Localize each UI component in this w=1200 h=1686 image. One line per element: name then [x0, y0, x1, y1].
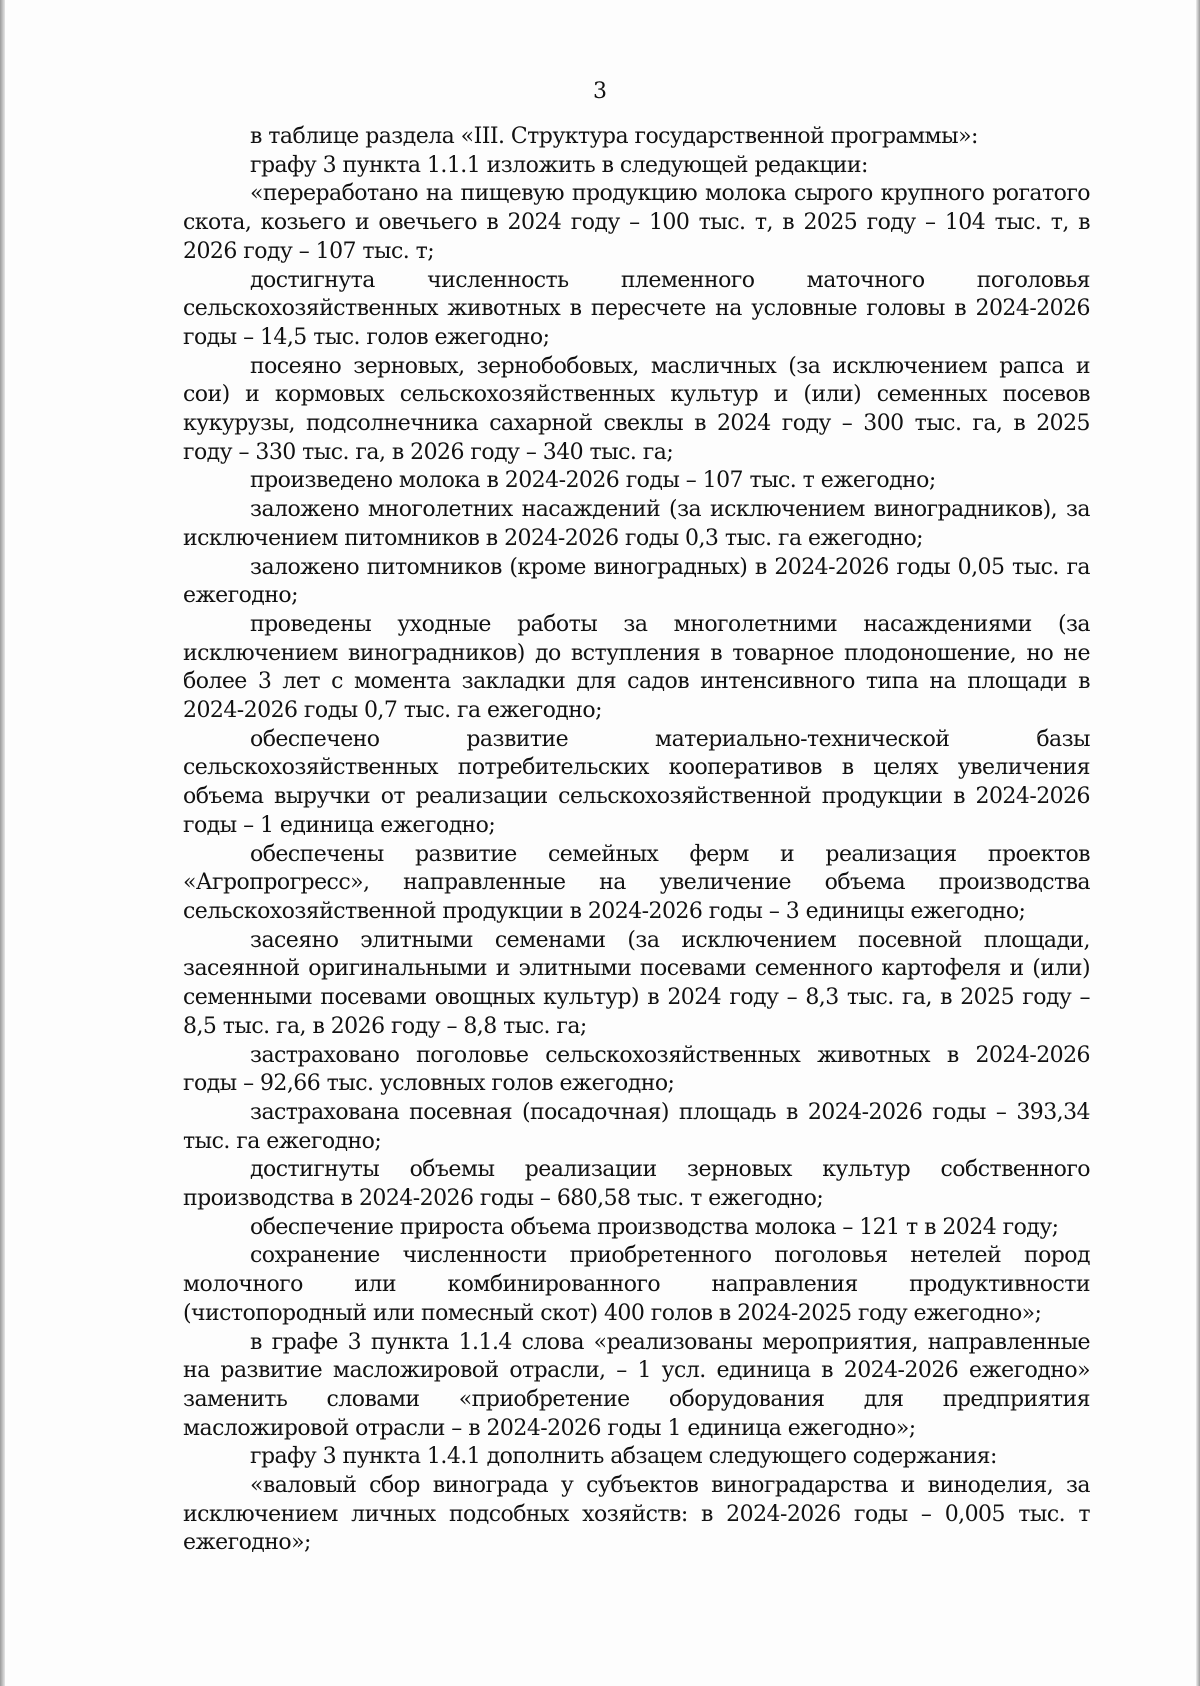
- paragraph-maintenance-work: проведены уходные работы за многолетними насаждениями (за исключением виноградников) до вступления в товарное плодоношение, но не более 3 лет с момента закладки для садов интенсивного типа на площади в 2024-2026 годы 0,7 тыс. га ежегодно;: [183, 611, 1090, 724]
- paragraph-item-1-4-1-intro: графу 3 пункта 1.4.1 дополнить абзацем следующего содержания:: [250, 1444, 997, 1470]
- paragraph-grain-sales: достигнуты объемы реализации зерновых культур собственного производства в 2024-2026 годы – 680,58 тыс. т ежегодно;: [183, 1157, 1090, 1212]
- paragraph-insured-livestock: застраховано поголовье сельскохозяйственных животных в 2024-2026 годы – 92,66 тыс. условных голов ежегодно;: [183, 1042, 1090, 1097]
- paragraph-item-1-1-4: в графе 3 пункта 1.1.4 слова «реализованы мероприятия, направленные на развитие масложировой отрасли, – 1 усл. единица в 2024-2026 ежегодно» заменить словами «приобретение оборудования для предприятия масложировой отрасли – в 2024-2026 годы 1 единица ежегодно»;: [183, 1329, 1090, 1441]
- paragraph-perennial-plantings: заложено многолетних насаждений (за исключением виноградников), за исключением питомников в 2024-2026 годы 0,3 тыс. га ежегодно;: [183, 497, 1090, 551]
- paragraph-milk-processed: «переработано на пищевую продукцию молока сырого крупного рогатого скота, козьего и овечьего в 2024 году – 100 тыс. т, в 2025 году – 104 тыс. т, в 2026 году – 107 тыс. т;: [183, 181, 1090, 264]
- paragraph-heifers: сохранение численности приобретенного поголовья нетелей пород молочного или комбинированного направления продуктивности (чистопородный или помесный скот) 400 голов в 2024-2025 году ежегодно»;: [183, 1243, 1090, 1326]
- paragraph-insured-area: застрахована посевная (посадочная) площадь в 2024-2026 годы – 393,34 тыс. га ежегодно;: [183, 1099, 1090, 1154]
- paragraph-cooperatives: обеспечено развитие материально-технической базы сельскохозяйственных потребительских кооперативов в целях увеличения объема выручки от реализации сельскохозяйственной продукции в 2024-2026 годы – 1 единица ежегодно;: [183, 726, 1090, 838]
- paragraph-milk-produced: произведено молока в 2024-2026 годы – 107 тыс. т ежегодно;: [250, 468, 936, 494]
- paragraph-family-farms: обеспечены развитие семейных ферм и реализация проектов «Агропрогресс», направленные на увеличение объема производства сельскохозяйственной продукции в 2024-2026 годы – 3 единицы ежегодно;: [183, 841, 1090, 924]
- paragraph-breeding-livestock: достигнута численность племенного маточного поголовья сельскохозяйственных животных в пересчете на условные головы в 2024-2026 годы – 14,5 тыс. голов ежегодно;: [183, 267, 1090, 350]
- paragraph-crops-sown: посеяно зерновых, зернобобовых, масличных (за исключением рапса и сои) и кормовых сельскохозяйственных культур и (или) семенных посевов кукурузы, подсолнечника сахарной свеклы в 2024 году – 300 тыс. га, в 2025 году – 330 тыс. га, в 2026 году – 340 тыс. га;: [183, 353, 1090, 465]
- paragraph-table-section-intro: в таблице раздела «III. Структура государственной программы»:: [250, 124, 978, 149]
- paragraph-elite-seeds: засеяно элитными семенами (за исключением посевной площади, засеянной оригинальными и элитными посевами семенного картофеля и (или) семенными посевами овощных культур) в 2024 году – 8,3 тыс. га, в 2025 году – 8,5 тыс. га, в 2026 году – 8,8 тыс. га;: [183, 927, 1090, 1039]
- document-body: [183, 123, 1090, 1558]
- scan-edge-left: [0, 0, 5, 1686]
- paragraph-milk-growth: обеспечение прироста объема производства молока – 121 т в 2024 году;: [250, 1214, 1059, 1240]
- paragraph-nurseries: заложено питомников (кроме виноградных) в 2024-2026 годы 0,05 тыс. га ежегодно;: [183, 554, 1090, 609]
- scan-edge-right: [1196, 0, 1200, 1686]
- paragraph-item-1-1-1-intro: графу 3 пункта 1.1.1 изложить в следующей редакции:: [250, 152, 868, 178]
- page-number: 3: [593, 79, 607, 104]
- paragraph-grape-harvest: «валовый сбор винограда у субъектов виноградарства и виноделия, за исключением личных подсобных хозяйств: в 2024-2026 годы – 0,005 тыс. т ежегодно»;: [183, 1473, 1090, 1556]
